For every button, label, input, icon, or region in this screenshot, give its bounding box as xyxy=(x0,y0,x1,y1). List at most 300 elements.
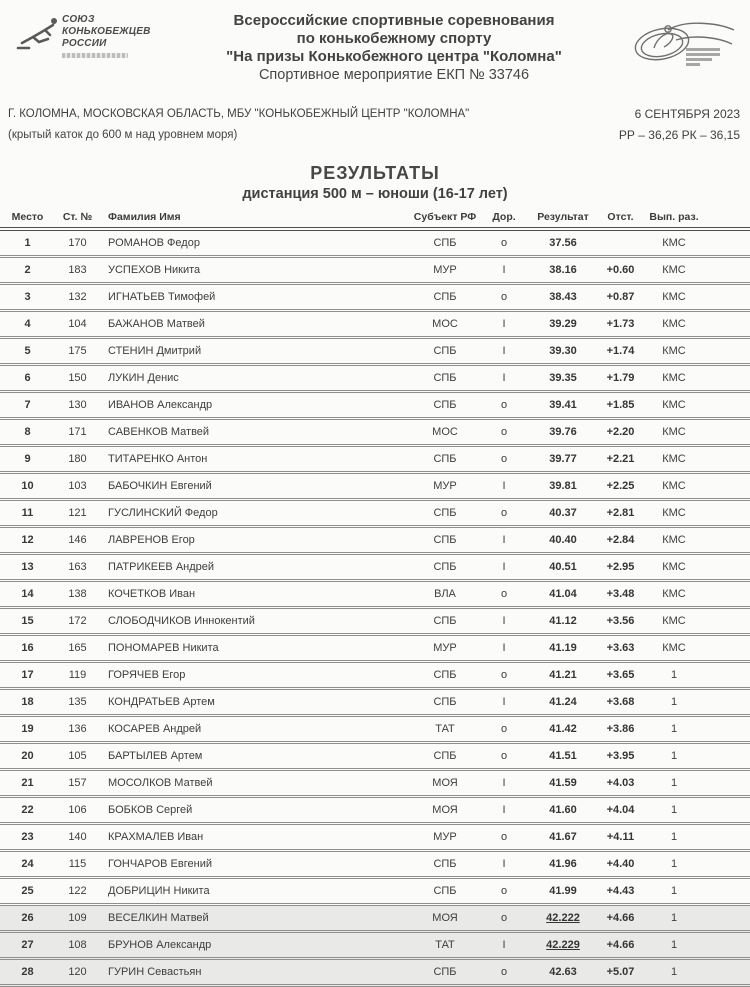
name-cell: БРУНОВ Александр xyxy=(100,932,410,959)
rank-cell: КМС xyxy=(643,500,705,527)
table-row xyxy=(0,500,750,527)
table-row xyxy=(0,689,750,716)
region-cell: СПБ xyxy=(410,527,480,554)
name-cell: ИВАНОВ Александр xyxy=(100,392,410,419)
region-cell: СПБ xyxy=(410,554,480,581)
lane-cell: I xyxy=(480,338,528,365)
bib-cell: 120 xyxy=(55,959,100,986)
union-url-smudge xyxy=(62,53,128,58)
region-cell: МОЯ xyxy=(410,770,480,797)
result-cell: 41.42 xyxy=(528,716,598,743)
bib-cell: 119 xyxy=(55,662,100,689)
rank-cell: КМС xyxy=(643,284,705,311)
lane-cell: I xyxy=(480,689,528,716)
table-row xyxy=(0,932,750,959)
filler-cell xyxy=(705,797,750,824)
name-cell: ГУРИН Севастьян xyxy=(100,959,410,986)
filler-cell xyxy=(705,932,750,959)
region-cell: МУР xyxy=(410,473,480,500)
bib-cell: 165 xyxy=(55,635,100,662)
name-cell: ДОБРИЦИН Никита xyxy=(100,878,410,905)
table-row xyxy=(0,527,750,554)
lane-cell: I xyxy=(480,608,528,635)
lane-cell: I xyxy=(480,932,528,959)
table-row xyxy=(0,959,750,986)
place-cell: 3 xyxy=(0,284,55,311)
column-header-lane: Дор. xyxy=(480,209,528,229)
rank-cell: КМС xyxy=(643,257,705,284)
table-row xyxy=(0,392,750,419)
rank-cell: 1 xyxy=(643,743,705,770)
rank-cell: КМС xyxy=(643,229,705,257)
region-cell: СПБ xyxy=(410,851,480,878)
rank-cell: 1 xyxy=(643,959,705,986)
result-cell: 41.04 xyxy=(528,581,598,608)
gap-cell: +3.68 xyxy=(598,689,643,716)
date-records-info xyxy=(619,104,740,146)
skating-union-logo xyxy=(14,8,164,60)
result-cell: 38.43 xyxy=(528,284,598,311)
altitude-line: (крытый каток до 600 м над уровнем моря) xyxy=(8,129,238,141)
table-row xyxy=(0,635,750,662)
name-cell: ГОРЯЧЕВ Егор xyxy=(100,662,410,689)
region-cell: СПБ xyxy=(410,608,480,635)
region-cell: МУР xyxy=(410,824,480,851)
filler-cell xyxy=(705,500,750,527)
gap-cell: +4.03 xyxy=(598,770,643,797)
competition-title-block xyxy=(164,8,624,84)
name-cell: ЛУКИН Денис xyxy=(100,365,410,392)
rank-cell: КМС xyxy=(643,473,705,500)
result-cell: 39.76 xyxy=(528,419,598,446)
lane-cell: о xyxy=(480,905,528,932)
result-cell: 40.37 xyxy=(528,500,598,527)
table-row xyxy=(0,473,750,500)
bib-cell: 130 xyxy=(55,392,100,419)
place-cell: 25 xyxy=(0,878,55,905)
rank-cell: 1 xyxy=(643,905,705,932)
result-cell: 39.77 xyxy=(528,446,598,473)
results-table xyxy=(0,209,750,987)
competition-title-line: Всероссийские спортивные соревнования xyxy=(233,12,555,29)
gap-cell: +4.40 xyxy=(598,851,643,878)
filler-cell xyxy=(705,581,750,608)
table-row xyxy=(0,743,750,770)
bib-cell: 115 xyxy=(55,851,100,878)
event-emblem xyxy=(624,8,742,81)
filler-cell xyxy=(705,338,750,365)
rank-cell: КМС xyxy=(643,419,705,446)
result-cell: 39.81 xyxy=(528,473,598,500)
gap-cell: +0.87 xyxy=(598,284,643,311)
table-row xyxy=(0,419,750,446)
gap-cell: +2.21 xyxy=(598,446,643,473)
bib-cell: 140 xyxy=(55,824,100,851)
place-cell: 13 xyxy=(0,554,55,581)
bib-cell: 175 xyxy=(55,338,100,365)
filler-cell xyxy=(705,959,750,986)
table-row xyxy=(0,284,750,311)
name-cell: ИГНАТЬЕВ Тимофей xyxy=(100,284,410,311)
place-cell: 20 xyxy=(0,743,55,770)
gap-cell: +3.65 xyxy=(598,662,643,689)
table-row xyxy=(0,797,750,824)
result-cell: 39.41 xyxy=(528,392,598,419)
name-cell: ГОНЧАРОВ Евгений xyxy=(100,851,410,878)
name-cell: СТЕНИН Дмитрий xyxy=(100,338,410,365)
name-cell: БАЖАНОВ Матвей xyxy=(100,311,410,338)
result-cell: 38.16 xyxy=(528,257,598,284)
result-cell: 41.60 xyxy=(528,797,598,824)
place-cell: 4 xyxy=(0,311,55,338)
result-cell: 41.21 xyxy=(528,662,598,689)
rank-cell: КМС xyxy=(643,311,705,338)
table-row xyxy=(0,257,750,284)
name-cell: КОЧЕТКОВ Иван xyxy=(100,581,410,608)
bib-cell: 180 xyxy=(55,446,100,473)
gap-cell: +2.84 xyxy=(598,527,643,554)
bib-cell: 135 xyxy=(55,689,100,716)
gap-cell: +4.04 xyxy=(598,797,643,824)
region-cell: СПБ xyxy=(410,689,480,716)
name-cell: КОНДРАТЬЕВ Артем xyxy=(100,689,410,716)
place-cell: 23 xyxy=(0,824,55,851)
result-cell: 39.29 xyxy=(528,311,598,338)
table-row xyxy=(0,338,750,365)
region-cell: СПБ xyxy=(410,662,480,689)
region-cell: ТАТ xyxy=(410,716,480,743)
filler-cell xyxy=(705,365,750,392)
lane-cell: о xyxy=(480,419,528,446)
name-cell: БАРТЫЛЕВ Артем xyxy=(100,743,410,770)
table-row xyxy=(0,581,750,608)
region-cell: СПБ xyxy=(410,229,480,257)
results-header-row xyxy=(0,209,750,229)
region-cell: СПБ xyxy=(410,365,480,392)
column-header-rank: Вып. раз. xyxy=(643,209,705,229)
union-name xyxy=(62,12,151,58)
bib-cell: 146 xyxy=(55,527,100,554)
column-header-gap: Отст. xyxy=(598,209,643,229)
name-cell: ВЕСЕЛКИН Матвей xyxy=(100,905,410,932)
bib-cell: 121 xyxy=(55,500,100,527)
place-cell: 7 xyxy=(0,392,55,419)
rank-cell: КМС xyxy=(643,392,705,419)
result-cell: 40.51 xyxy=(528,554,598,581)
rank-cell: 1 xyxy=(643,716,705,743)
place-cell: 8 xyxy=(0,419,55,446)
event-number-line: Спортивное мероприятие ЕКП № 33746 xyxy=(258,67,530,83)
name-cell: БОБКОВ Сергей xyxy=(100,797,410,824)
result-cell: 37.56 xyxy=(528,229,598,257)
bib-cell: 170 xyxy=(55,229,100,257)
result-cell: 41.67 xyxy=(528,824,598,851)
place-cell: 28 xyxy=(0,959,55,986)
place-cell: 18 xyxy=(0,689,55,716)
rank-cell: 1 xyxy=(643,851,705,878)
result-cell: 42.222 xyxy=(528,905,598,932)
skater-oval-emblem-icon xyxy=(624,14,736,76)
filler-cell xyxy=(705,419,750,446)
venue-info xyxy=(8,104,469,146)
filler-cell xyxy=(705,554,750,581)
result-cell: 42.63 xyxy=(528,959,598,986)
name-cell: ПОНОМАРЕВ Никита xyxy=(100,635,410,662)
rank-cell: 1 xyxy=(643,689,705,716)
filler-cell xyxy=(705,229,750,257)
gap-cell: +1.79 xyxy=(598,365,643,392)
competition-title-line: "На призы Конькобежного центра "Коломна" xyxy=(226,48,562,65)
bib-cell: 104 xyxy=(55,311,100,338)
lane-cell: I xyxy=(480,554,528,581)
gap-cell: +4.11 xyxy=(598,824,643,851)
rank-cell: 1 xyxy=(643,662,705,689)
rank-cell: КМС xyxy=(643,581,705,608)
result-cell: 41.51 xyxy=(528,743,598,770)
gap-cell: +3.95 xyxy=(598,743,643,770)
rank-cell: КМС xyxy=(643,365,705,392)
bib-cell: 109 xyxy=(55,905,100,932)
bib-cell: 106 xyxy=(55,797,100,824)
column-header-filler xyxy=(705,209,750,229)
result-cell: 41.12 xyxy=(528,608,598,635)
place-cell: 16 xyxy=(0,635,55,662)
name-cell: ТИТАРЕНКО Антон xyxy=(100,446,410,473)
table-row xyxy=(0,608,750,635)
bib-cell: 122 xyxy=(55,878,100,905)
lane-cell: о xyxy=(480,878,528,905)
lane-cell: о xyxy=(480,446,528,473)
filler-cell xyxy=(705,770,750,797)
name-cell: УСПЕХОВ Никита xyxy=(100,257,410,284)
region-cell: СПБ xyxy=(410,743,480,770)
lane-cell: о xyxy=(480,716,528,743)
table-row xyxy=(0,229,750,257)
bib-cell: 150 xyxy=(55,365,100,392)
lane-cell: I xyxy=(480,365,528,392)
rank-cell: КМС xyxy=(643,446,705,473)
place-cell: 9 xyxy=(0,446,55,473)
gap-cell: +2.81 xyxy=(598,500,643,527)
filler-cell xyxy=(705,743,750,770)
result-cell: 41.99 xyxy=(528,878,598,905)
lane-cell: I xyxy=(480,473,528,500)
rank-cell: КМС xyxy=(643,527,705,554)
filler-cell xyxy=(705,635,750,662)
gap-cell: +1.85 xyxy=(598,392,643,419)
name-cell: КРАХМАЛЕВ Иван xyxy=(100,824,410,851)
bib-cell: 163 xyxy=(55,554,100,581)
competition-title-line: по конькобежному спорту xyxy=(296,30,492,47)
filler-cell xyxy=(705,608,750,635)
filler-cell xyxy=(705,689,750,716)
bib-cell: 183 xyxy=(55,257,100,284)
place-cell: 11 xyxy=(0,500,55,527)
gap-cell: +2.95 xyxy=(598,554,643,581)
result-cell: 41.19 xyxy=(528,635,598,662)
rank-cell: КМС xyxy=(643,554,705,581)
place-cell: 21 xyxy=(0,770,55,797)
region-cell: СПБ xyxy=(410,338,480,365)
column-header-bib: Ст. № xyxy=(55,209,100,229)
lane-cell: о xyxy=(480,959,528,986)
table-row xyxy=(0,446,750,473)
place-cell: 1 xyxy=(0,229,55,257)
rank-cell: КМС xyxy=(643,608,705,635)
place-cell: 19 xyxy=(0,716,55,743)
column-header-region: Субъект РФ xyxy=(410,209,480,229)
result-cell: 40.40 xyxy=(528,527,598,554)
filler-cell xyxy=(705,851,750,878)
lane-cell: о xyxy=(480,284,528,311)
filler-cell xyxy=(705,311,750,338)
gap-cell: +3.63 xyxy=(598,635,643,662)
gap-cell: +3.48 xyxy=(598,581,643,608)
table-row xyxy=(0,662,750,689)
region-cell: ТАТ xyxy=(410,932,480,959)
place-cell: 22 xyxy=(0,797,55,824)
rank-cell: 1 xyxy=(643,797,705,824)
event-date: 6 СЕНТЯБРЯ 2023 xyxy=(634,107,740,121)
lane-cell: о xyxy=(480,581,528,608)
region-cell: МОС xyxy=(410,311,480,338)
gap-cell: +4.43 xyxy=(598,878,643,905)
name-cell: ПАТРИКЕЕВ Андрей xyxy=(100,554,410,581)
lane-cell: I xyxy=(480,635,528,662)
document-header xyxy=(0,0,750,84)
table-row xyxy=(0,905,750,932)
result-cell: 39.30 xyxy=(528,338,598,365)
union-name-line: КОНЬКОБЕЖЦЕВ xyxy=(62,26,151,37)
name-cell: ЛАВРЕНОВ Егор xyxy=(100,527,410,554)
bib-cell: 171 xyxy=(55,419,100,446)
gap-cell xyxy=(598,229,643,257)
bib-cell: 103 xyxy=(55,473,100,500)
results-heading: РЕЗУЛЬТАТЫ xyxy=(310,163,440,183)
results-table-body xyxy=(0,229,750,986)
name-cell: БАБОЧКИН Евгений xyxy=(100,473,410,500)
lane-cell: I xyxy=(480,797,528,824)
table-row xyxy=(0,554,750,581)
bib-cell: 108 xyxy=(55,932,100,959)
name-cell: СЛОБОДЧИКОВ Иннокентий xyxy=(100,608,410,635)
gap-cell: +5.07 xyxy=(598,959,643,986)
filler-cell xyxy=(705,878,750,905)
venue-line: Г. КОЛОМНА, МОСКОВСКАЯ ОБЛАСТЬ, МБУ "КОНЬКОБЕЖНЫЙ ЦЕНТР "КОЛОМНА" xyxy=(8,108,470,120)
result-cell: 41.96 xyxy=(528,851,598,878)
gap-cell: +0.60 xyxy=(598,257,643,284)
rank-cell: 1 xyxy=(643,878,705,905)
region-cell: МУР xyxy=(410,635,480,662)
region-cell: МОЯ xyxy=(410,905,480,932)
union-name-line: СОЮЗ xyxy=(62,14,95,25)
bib-cell: 172 xyxy=(55,608,100,635)
region-cell: МУР xyxy=(410,257,480,284)
lane-cell: о xyxy=(480,743,528,770)
region-cell: СПБ xyxy=(410,878,480,905)
bib-cell: 157 xyxy=(55,770,100,797)
table-row xyxy=(0,824,750,851)
place-cell: 5 xyxy=(0,338,55,365)
bib-cell: 105 xyxy=(55,743,100,770)
lane-cell: I xyxy=(480,770,528,797)
filler-cell xyxy=(705,527,750,554)
place-cell: 17 xyxy=(0,662,55,689)
lane-cell: I xyxy=(480,527,528,554)
rank-cell: 1 xyxy=(643,770,705,797)
gap-cell: +4.66 xyxy=(598,905,643,932)
bib-cell: 132 xyxy=(55,284,100,311)
rank-cell: 1 xyxy=(643,932,705,959)
filler-cell xyxy=(705,446,750,473)
bib-cell: 136 xyxy=(55,716,100,743)
column-header-place: Место xyxy=(0,209,55,229)
lane-cell: I xyxy=(480,851,528,878)
gap-cell: +1.74 xyxy=(598,338,643,365)
region-cell: ВЛА xyxy=(410,581,480,608)
gap-cell: +3.56 xyxy=(598,608,643,635)
gap-cell: +2.20 xyxy=(598,419,643,446)
rank-cell: КМС xyxy=(643,635,705,662)
lane-cell: о xyxy=(480,392,528,419)
column-header-result: Результат xyxy=(528,209,598,229)
name-cell: КОСАРЕВ Андрей xyxy=(100,716,410,743)
lane-cell: о xyxy=(480,824,528,851)
name-cell: ГУСЛИНСКИЙ Федор xyxy=(100,500,410,527)
region-cell: СПБ xyxy=(410,959,480,986)
filler-cell xyxy=(705,716,750,743)
gap-cell: +4.66 xyxy=(598,932,643,959)
filler-cell xyxy=(705,905,750,932)
table-row xyxy=(0,365,750,392)
gap-cell: +1.73 xyxy=(598,311,643,338)
distance-category-subtitle: дистанция 500 м – юноши (16-17 лет) xyxy=(242,186,508,202)
table-row xyxy=(0,770,750,797)
place-cell: 15 xyxy=(0,608,55,635)
name-cell: РОМАНОВ Федор xyxy=(100,229,410,257)
place-cell: 12 xyxy=(0,527,55,554)
filler-cell xyxy=(705,392,750,419)
table-row xyxy=(0,311,750,338)
rank-cell: 1 xyxy=(643,824,705,851)
lane-cell: о xyxy=(480,500,528,527)
gap-cell: +2.25 xyxy=(598,473,643,500)
place-cell: 26 xyxy=(0,905,55,932)
place-cell: 24 xyxy=(0,851,55,878)
event-info-block xyxy=(0,84,750,146)
name-cell: МОСОЛКОВ Матвей xyxy=(100,770,410,797)
name-cell: САВЕНКОВ Матвей xyxy=(100,419,410,446)
rank-cell: КМС xyxy=(643,338,705,365)
lane-cell: I xyxy=(480,257,528,284)
filler-cell xyxy=(705,824,750,851)
result-cell: 42.229 xyxy=(528,932,598,959)
filler-cell xyxy=(705,662,750,689)
place-cell: 10 xyxy=(0,473,55,500)
result-cell: 41.59 xyxy=(528,770,598,797)
bib-cell: 138 xyxy=(55,581,100,608)
place-cell: 6 xyxy=(0,365,55,392)
result-cell: 41.24 xyxy=(528,689,598,716)
region-cell: СПБ xyxy=(410,392,480,419)
union-name-line: РОССИИ xyxy=(62,38,107,49)
lane-cell: о xyxy=(480,662,528,689)
table-row xyxy=(0,716,750,743)
lane-cell: о xyxy=(480,229,528,257)
place-cell: 27 xyxy=(0,932,55,959)
filler-cell xyxy=(705,284,750,311)
track-records: РР – 36,26 РК – 36,15 xyxy=(618,128,740,142)
